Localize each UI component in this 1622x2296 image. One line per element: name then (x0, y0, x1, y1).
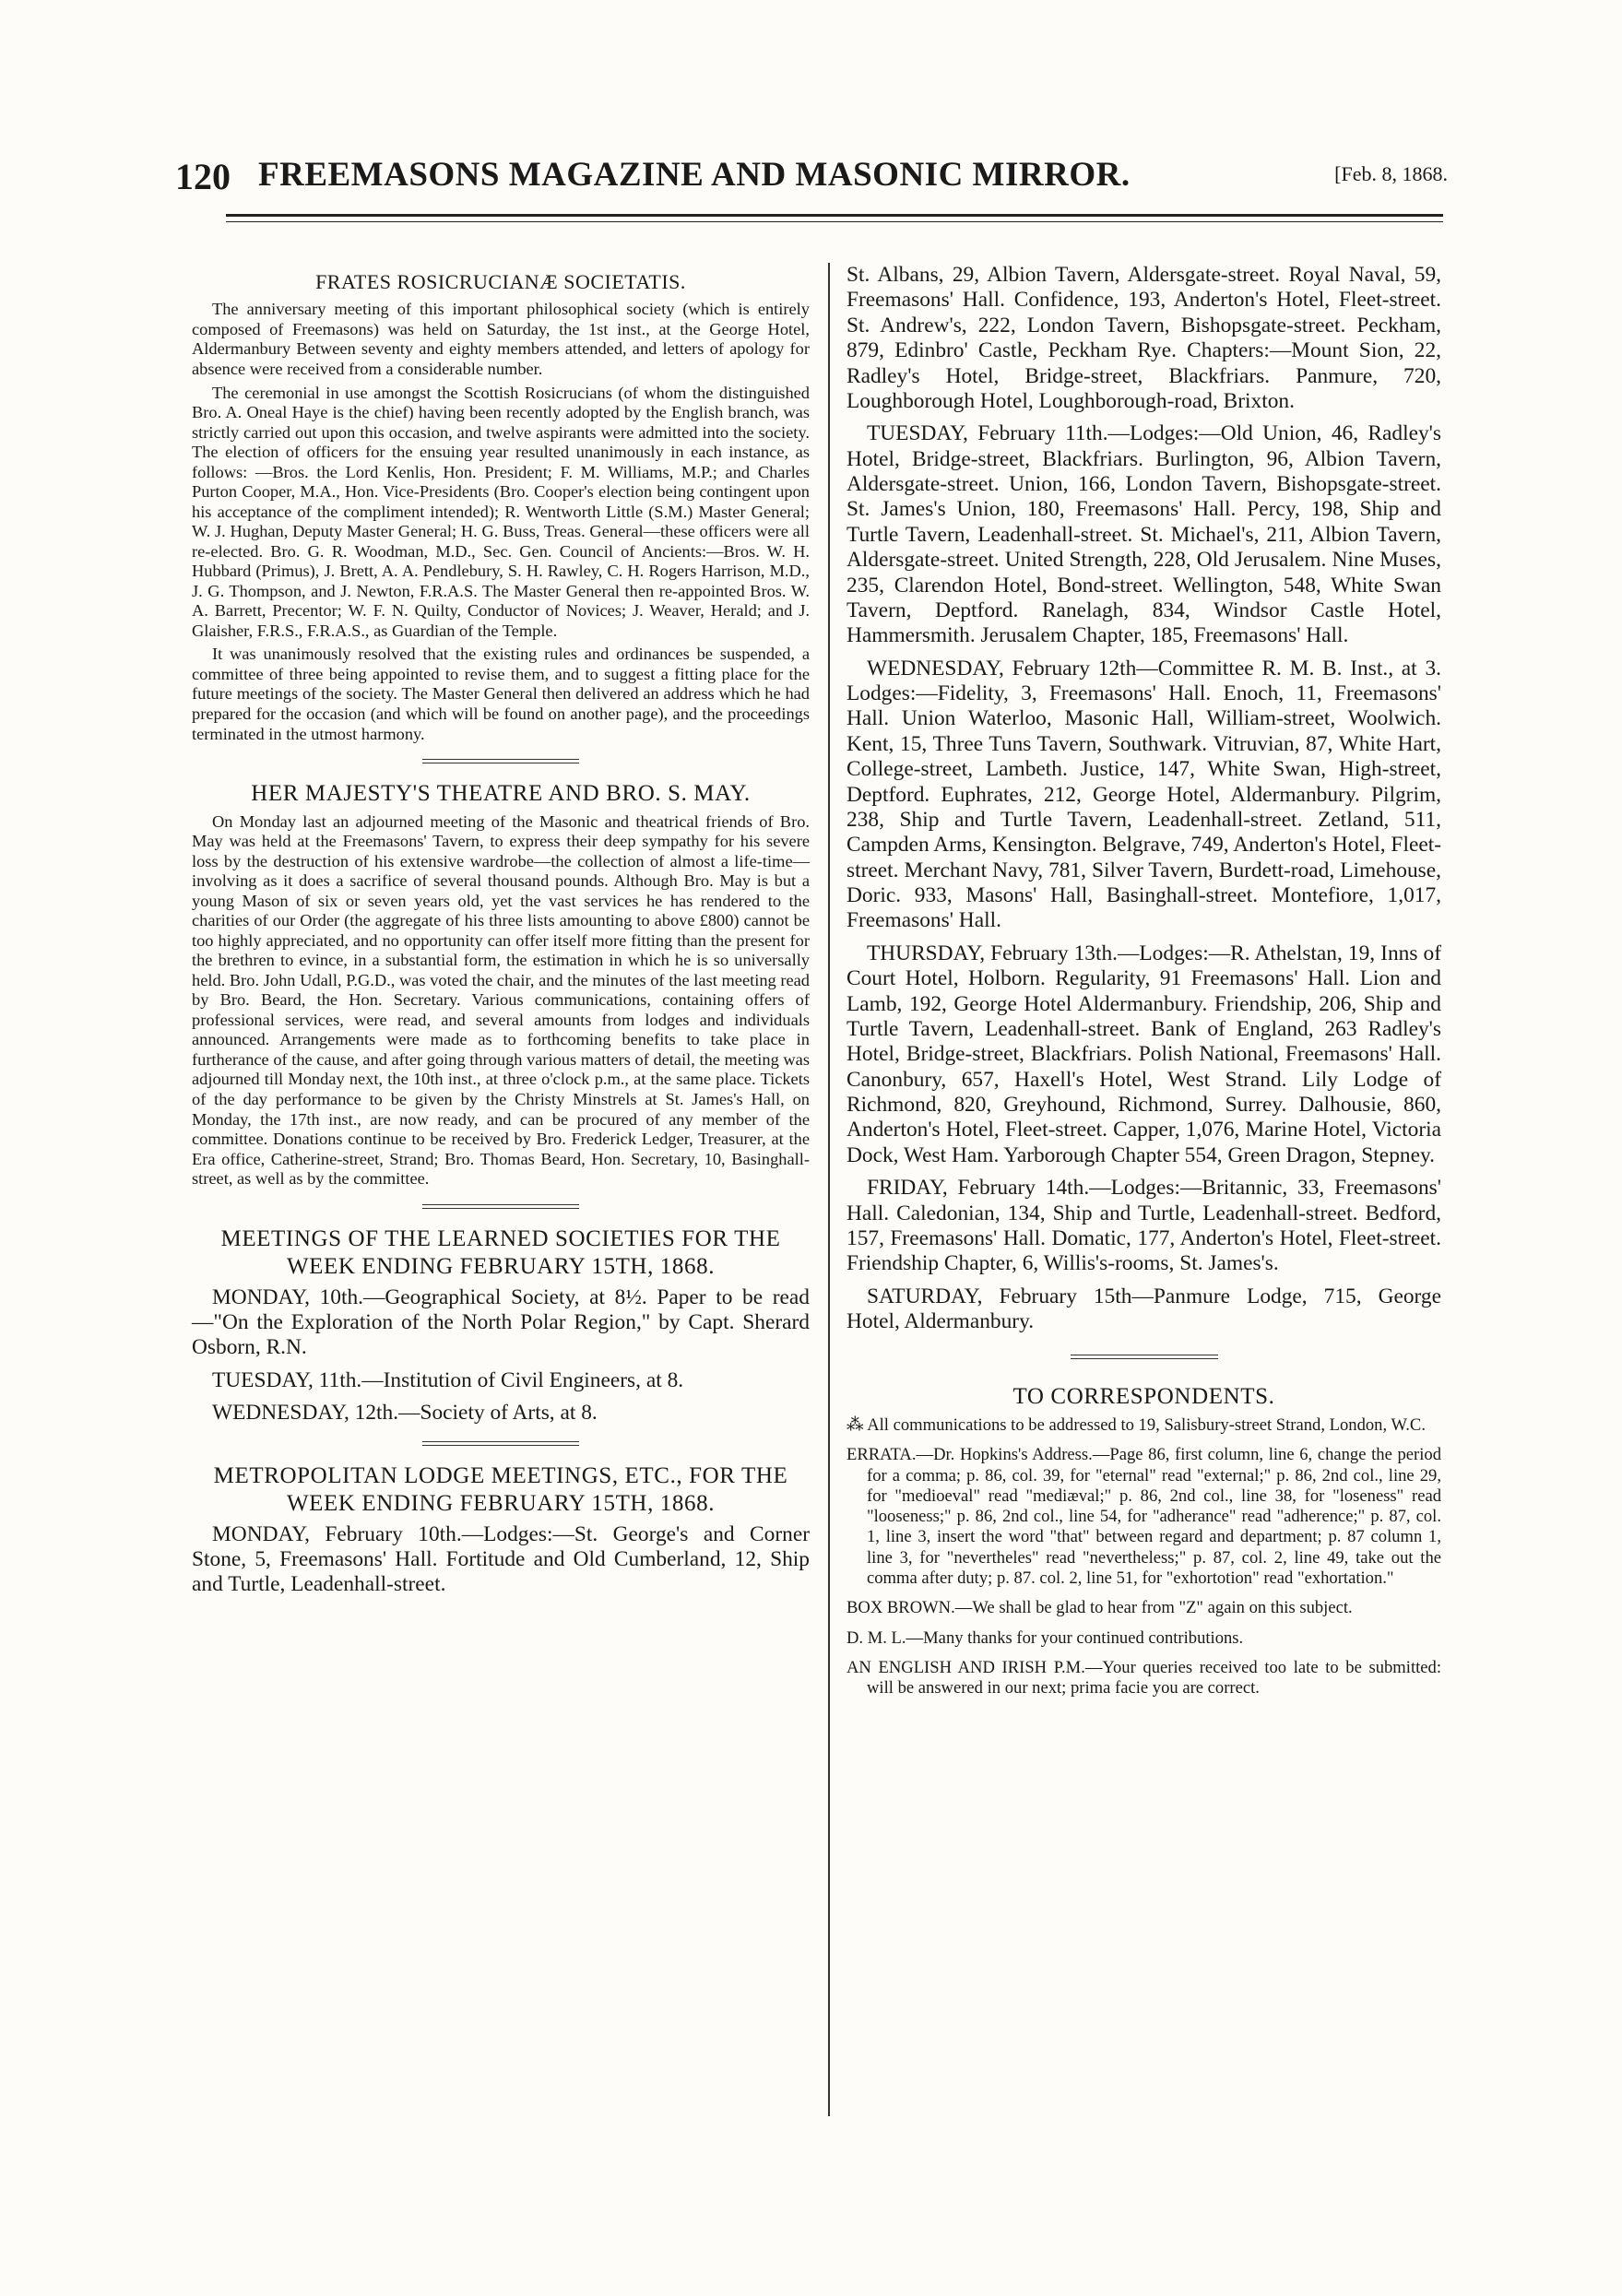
section-separator (422, 1441, 579, 1446)
left-column (192, 263, 810, 1605)
paragraph: MONDAY, February 10th.—Lodges:—St. George's and Corner Stone, 5, Freemasons' Hall. Fortitude and Old Cumberland, 12, Ship and Turtle, Leadenhall-street. (192, 1521, 810, 1597)
correspondents-section (847, 1383, 1441, 1698)
article-heading: METROPOLITAN LODGE MEETINGS, ETC., FOR THE WEEK ENDING FEBRUARY 15TH, 1868. (213, 1462, 788, 1517)
article-metropolitan-lodges (192, 1462, 810, 1598)
article-heading: FRATES ROSICRUCIANÆ SOCIETATIS. (315, 270, 686, 293)
paragraph: THURSDAY, February 13th.—Lodges:—R. Athelstan, 19, Inns of Court Hotel, Holborn. Regularity, 91 Freemasons' Hall. Lion and Lamb, 192, George Hotel Aldermanbury. Friendship, 206, Ship and Turtle Tavern, Leadenhall-street. Bank of England, 263 Radley's Hotel, Bridge-street, Blackfriars. Polish National, Freemasons' Hall. Canonbury, 657, Haxell's Hotel, West Strand. Lily Lodge of Richmond, 820, Greyhound, Richmond, Surrey. Dalhousie, 860, Anderton's Hotel, Fleet-street. Capper, 1,076, Marine Hotel, Victoria Dock, West Ham. Yarborough Chapter 554, Green Dragon, Stepney. (847, 941, 1441, 1167)
correspondent-note: BOX BROWN.—We shall be glad to hear from "Z" again on this subject. (847, 1598, 1353, 1618)
header-rule (226, 214, 1443, 222)
section-separator (422, 759, 579, 763)
correspondent-note: ⁂ All communications to be addressed to 19, Salisbury-street Strand, London, W.C. (847, 1414, 1426, 1435)
paragraph: WEDNESDAY, 12th.—Society of Arts, at 8. (212, 1401, 598, 1426)
paragraph: MONDAY, 10th.—Geographical Society, at 8½. Paper to be read—"On the Exploration of the North Polar Region," by Capt. Sherard Osborn, R.N. (192, 1284, 810, 1360)
article-theatre (192, 780, 810, 1189)
paragraph: TUESDAY, February 11th.—Lodges:—Old Union, 46, Radley's Hotel, Bridge-street, Blackfriars. Burlington, 96, Albion Tavern, Aldersgate-street. Union, 166, London Tavern, Bishopsgate-street. St. James's Union, 180, Freemasons' Hall. Percy, 198, Ship and Turtle Tavern, Leadenhall-street. St. Michael's, 211, Albion Tavern, Aldersgate-street. United Strength, 228, Old Jerusalem. Nine Muses, 235, Clarendon Hotel, Bond-street. Wellington, 548, White Swan Tavern, Deptford. Ranelagh, 834, Windsor Castle Hotel, Hammersmith. Jerusalem Chapter, 185, Freemasons' Hall. (847, 421, 1441, 648)
correspondent-note: AN ENGLISH AND IRISH P.M.—Your queries received too late to be submitted: will be answered in our next; prima facie you are correct. (847, 1658, 1441, 1698)
right-column (847, 263, 1441, 1709)
correspondent-note: D. M. L.—Many thanks for your continued contributions. (847, 1627, 1244, 1648)
paragraph: The anniversary meeting of this important philosophical society (which is entirely composed of Freemasons) was held on Saturday, the 1st inst., at the George Hotel, Aldermanbury Between seventy and eighty members attended, and letters of apology for absence were received from a considerable number. (192, 300, 810, 378)
paragraph: St. Albans, 29, Albion Tavern, Aldersgate-street. Royal Naval, 59, Freemasons' Hall. Confidence, 193, Anderton's Hotel, Fleet-street. St. Andrew's, 222, London Tavern, Bishopsgate-street. Peckham, 879, Edinbro' Castle, Peckham Rye. Chapters:—Mount Sion, 22, Radley's Hotel, Bridge-street, Blackfriars. Panmure, 720, Loughborough Hotel, Loughborough-road, Brixton. (847, 263, 1441, 413)
paragraph: The ceremonial in use amongst the Scottish Rosicrucians (of whom the distinguished Bro. A. Oneal Haye is the chief) having been recently adopted by the English branch, was strictly carried out upon this occasion, and twelve aspirants were admitted into the society. The election of officers for the ensuing year resulted unanimously in each instance, as follows: —Bros. the Lord Kenlis, Hon. President; F. M. Williams, M.P.; and Charles Purton Cooper, M.A., Hon. Vice-Presidents (Bro. Cooper's election being contingent upon his acceptance of the compliment intended); R. Wentworth Little (S.M.) Master General; W. J. Hughan, Deputy Master General; H. G. Buss, Treas. General—these officers were all re-elected. Bro. G. R. Woodman, M.D., Sec. Gen. Council of Ancients:—Bros. W. H. Hubbard (Primus), J. Brett, A. A. Pendlebury, S. H. Rawley, C. H. Rogers Harrison, M.D., J. G. Thompson, and J. Newton, F.R.A.S. The Master General then re-appointed Bros. W. A. Barrett, Precentor; W. F. N. Quilty, Conductor of Novices; J. Weaver, Herald; and J. Glaisher, F.R.S., F.R.A.S., as Guardian of the Temple. (192, 383, 810, 640)
article-heading: HER MAJESTY'S THEATRE AND BRO. S. MAY. (251, 781, 751, 807)
lodge-listings (847, 263, 1441, 1334)
paragraph: SATURDAY, February 15th—Panmure Lodge, 715, George Hotel, Aldermanbury. (847, 1284, 1441, 1333)
paragraph: It was unanimously resolved that the existing rules and ordinances be suspended, a committee of three being appointed to revise them, and to suggest a fitting place for the future meetings of the society. The Master General then delivered an address which he had prepared for the occasion (and which will be found on another page), and the proceedings terminated in the utmost harmony. (192, 645, 810, 743)
section-separator (1071, 1355, 1218, 1359)
paragraph: FRIDAY, February 14th.—Lodges:—Britannic, 33, Freemasons' Hall. Caledonian, 134, Ship and Turtle, Leadenhall-street. Bedford, 157, Freemasons' Hall. Domatic, 177, Anderton's Hotel, Fleet-street. Friendship Chapter, 6, Willis's-rooms, St. James's. (847, 1176, 1441, 1276)
section-separator (422, 1204, 579, 1209)
paragraph: On Monday last an adjourned meeting of the Masonic and theatrical friends of Bro. May was held at the Freemasons' Tavern, to express their deep sympathy for his severe loss by the destruction of his extensive wardrobe—the collection of almost a life-time—involving as it does a sacrifice of several thousand pounds. Although Bro. May is but a young Mason of six or seven years old, yet the vast services he has rendered to the charities of our Order (the aggregate of his three lists amounting to above £800) cannot be too highly appreciated, and no opportunity can offer itself more fitting than the present for the brethren to evince, in a substantial form, the estimation in which he is so universally held. Bro. John Udall, P.G.D., was voted the chair, and the minutes of the last meeting read by Bro. Beard, the Hon. Secretary. Various communications, containing offers of professional services, were read, and several amounts from lodges and individuals announced. Arrangements were made as to forthcoming benefits to take place in furtherance of the cause, and after going through various matters of detail, the meeting was adjourned till Monday next, the 10th inst., at three o'clock p.m., at the same place. Tickets of the day performance to be given by the Christy Minstrels at St. James's Hall, on Monday, the 17th inst., are now ready, and can be procured of any member of the committee. Donations continue to be received by Bro. Frederick Ledger, Treasurer, at the Era office, Catherine-street, Strand; Bro. Thomas Beard, Hon. Secretary, 10, Basinghall-street, as well as by the committee. (192, 811, 810, 1189)
article-frates (192, 270, 810, 744)
correspondent-note: ERRATA.—Dr. Hopkins's Address.—Page 86, first column, line 6, change the period for a comma; p. 86, col. 39, for "eternal" read "external;" p. 86, 2nd col., line 29, for "medioeval" read "mediæval;" p. 86, 2nd col., line 38, for "loseness" read "looseness;" p. 86, 2nd col., line 54, for "adherance" read "adherence;" p. 87, col. 1, line 3, insert the word "that" between regard and department; p. 87 column 1, line 3, for "nevertheles" read "nevertheless;" p. 87, col. 2, line 49, take out the comma after duty; p. 87. col. 2, line 51, for "exhortotion" read "exhortation." (847, 1445, 1441, 1589)
magazine-title: FREEMASONS MAGAZINE AND MASONIC MIRROR. (258, 156, 1131, 194)
page-header (175, 155, 1448, 203)
page-number: 120 (175, 156, 231, 197)
paragraph: WEDNESDAY, February 12th—Committee R. M. B. Inst., at 3. Lodges:—Fidelity, 3, Freemasons' Hall. Enoch, 11, Freemasons' Hall. Union Waterloo, Masonic Hall, William-street, Woolwich. Kent, 15, Three Tuns Tavern, Southwark. Vitruvian, 87, White Hart, College-street, Lambeth. Justice, 147, White Swan, High-street, Deptford. Euphrates, 212, George Hotel, Aldermanbury. Pilgrim, 238, Ship and Turtle Tavern, Leadenhall-street. Zetland, 511, Campden Arms, Kensington. Belgrave, 749, Anderton's Hotel, Fleet-street. Merchant Navy, 781, Silver Tavern, Burdett-road, Limehouse, Doric. 933, Masons' Hall, Basinghall-street. Montefiore, 1,017, Freemasons' Hall. (847, 656, 1441, 933)
column-divider (828, 263, 830, 2116)
article-learned-societies (192, 1225, 810, 1426)
paragraph: TUESDAY, 11th.—Institution of Civil Engineers, at 8. (212, 1367, 684, 1392)
article-heading: TO CORRESPONDENTS. (1012, 1384, 1275, 1410)
issue-date: [Feb. 8, 1868. (1334, 162, 1448, 185)
article-heading: MEETINGS OF THE LEARNED SOCIETIES FOR THE WEEK ENDING FEBRUARY 15TH, 1868. (220, 1225, 781, 1280)
